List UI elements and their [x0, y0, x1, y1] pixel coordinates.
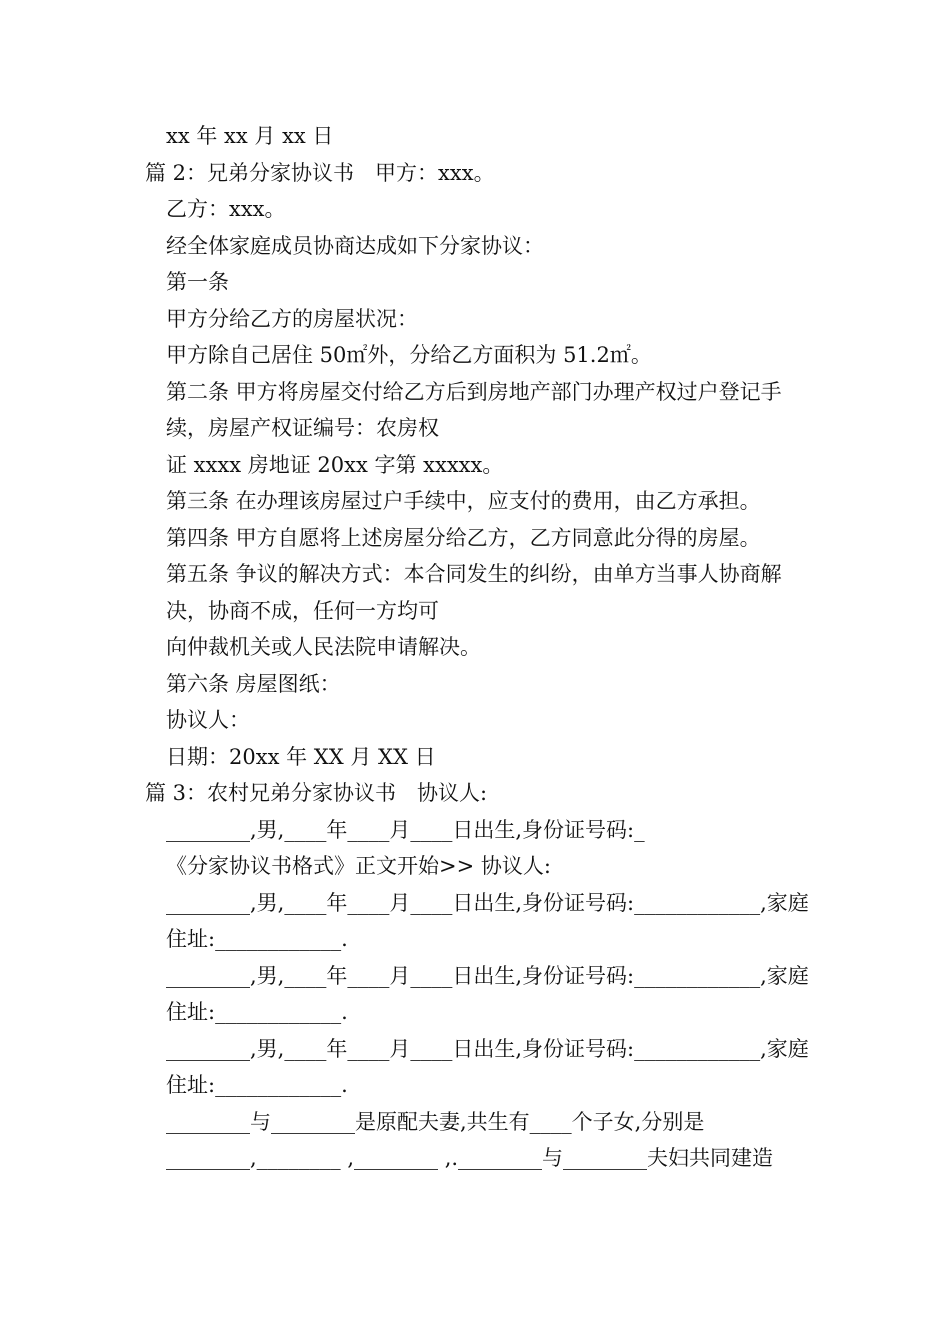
- paragraph: 经全体家庭成员协商达成如下分家协议：: [166, 233, 544, 258]
- paragraph: ________与________是原配夫妻,共生有____个子女,分别是: [166, 1109, 705, 1134]
- paragraph: ________,男,____年____月____日出生,身份证号码:____________,家庭住址:____________.: [166, 963, 809, 1024]
- paragraph: ________,男,____年____月____日出生,身份证号码:____________,家庭住址:____________.: [166, 890, 809, 951]
- paragraph: 向仲裁机关或人民法院申请解决。: [166, 635, 481, 659]
- paragraph: 协议人：: [166, 708, 250, 732]
- paragraph: 第二条 甲方将房屋交付给乙方后到房地产部门办理产权过户登记手续，房屋产权证编号：农房权: [166, 379, 782, 440]
- section-heading: 篇 3：农村兄弟分家协议书 协议人:: [145, 781, 488, 805]
- paragraph: 《分家协议书格式》正文开始>> 协议人:: [166, 854, 551, 878]
- section-heading: 篇 2：兄弟分家协议书 甲方：xxx。: [145, 160, 495, 185]
- paragraph: 甲方分给乙方的房屋状况：: [166, 306, 418, 331]
- paragraph: 乙方：xxx。: [166, 197, 286, 221]
- paragraph: 第六条 房屋图纸：: [166, 671, 341, 696]
- paragraph: ________,________ ,________ ,.________与________夫妇共同建造: [166, 1146, 774, 1170]
- paragraph: xx 年 xx 月 xx 日: [166, 124, 334, 148]
- paragraph: 甲方除自己居住 50㎡外，分给乙方面积为 51.2㎡。: [166, 343, 652, 367]
- paragraph: 第四条 甲方自愿将上述房屋分给乙方，乙方同意此分得的房屋。: [166, 525, 761, 550]
- document-body: [145, 118, 810, 1177]
- paragraph: 第一条: [166, 270, 229, 294]
- paragraph: ________,男,____年____月____日出生,身份证号码:____________,家庭住址:____________.: [166, 1036, 809, 1097]
- paragraph: ________,男,____年____月____日出生,身份证号码:_: [166, 817, 645, 842]
- paragraph: 证 xxxx 房地证 20xx 字第 xxxxx。: [166, 452, 504, 477]
- paragraph: 第五条 争议的解决方式：本合同发生的纠纷，由单方当事人协商解决，协商不成，任何一方均可: [166, 562, 782, 623]
- paragraph: 日期：20xx 年 XX 月 XX 日: [166, 744, 436, 769]
- paragraph: 第三条 在办理该房屋过户手续中，应支付的费用，由乙方承担。: [166, 489, 761, 513]
